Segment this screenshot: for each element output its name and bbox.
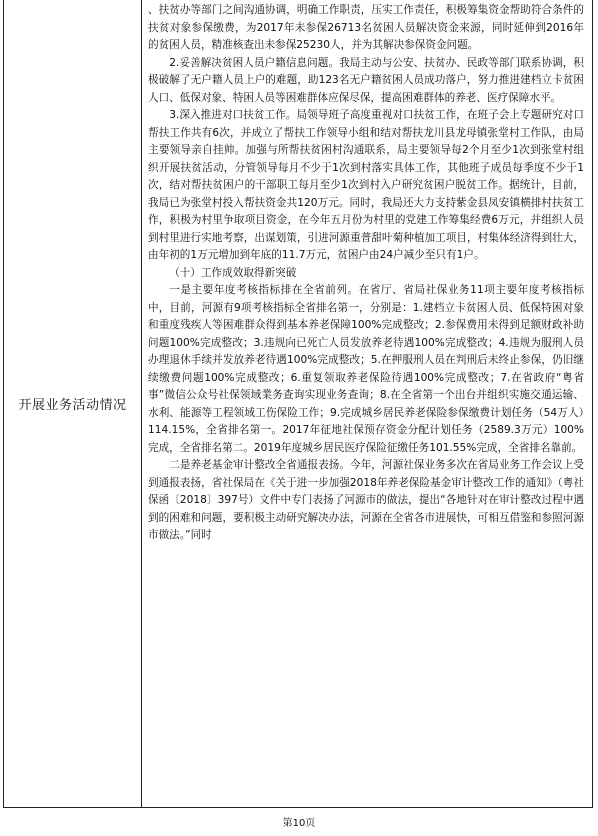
content-cell	[142, 0, 592, 807]
section-heading: （十）工作成效取得新突破	[169, 266, 297, 279]
row-label-cell	[4, 0, 142, 807]
paragraph-targeted-poverty-alleviation: 3.深入推进对口扶贫工作。局领导班子高度重视对口扶贫工作，在班子会上专题研究对口帮扶工作共有6次，并成立了帮扶工作领导小组和结对帮扶龙川县龙母镇张堂村工作队，由局主要领导亲自挂帅。加强与所帮扶贫困村沟通联系，局主要领导每2个月至少1次到张堂村组织开展扶贫活动，分管领导每月不少于1次到村落实具体工作，其他班子成员每季度不少于1次，结对帮扶贫困户的干部职工每月至少1次到村入户研究贫困户脱贫工作。据统计，目前，我局已为张堂村投入帮扶资金共120万元。同时，我局还大力支持紫金县凤安镇横排村扶贫工作，积极为村里争取项目资金，在今年五月份为村里的党建工作筹集经费6万元，并组织人员到村里进行实地考察，出谋划策，引进河源重普甜叶菊种植加工项目，村集体经济得到壮大，由年初的1万元增加到年底的11.7万元，贫困户由24户减少至只有1户。	[148, 109, 584, 261]
report-table	[3, 0, 593, 808]
paragraph-assessment-indicators: 一是主要年度考核指标排在全省前列。在省厅、省局社保业务11项主要年度考核指标中，目前，河源有9项考核指标全省排名第一，分别是：1.建档立卡贫困人员、低保特困对象和重度残疾人等困难群众得到基本养老保障100%完成整改；2.参保费用未得到足额财政补助问题100%完成整改；3.违规向已死亡人员发放养老待遇100%完成整改；4.违规为服刑人员办理退休手续并发放养老待遇100%完成整改；5.在押服刑人员在判刑后未终止参保，仍旧继续缴费问题100%完成整改；6.重复领取养老保险待遇100%完成整改；7.在省政府“粤省事”微信公众号社保领域業务查询实现业务查询；8.在全省第一个出台并组织实施交通运输、水利、能源等工程领域工伤保险工作；9.完成城乡居民养老保险参保缴费计划任务（54万人）114.15%，全省排名第一。2017年征地社保预存资金分配计划任务（2589.3万元）100%完成，全省排名第二。2019年度城乡居民医疗保险征缴任务101.55%完成，全省排名靠前。	[148, 284, 584, 454]
paragraph-household-registration: 2.妥善解决贫困人员户籍信息问题。我局主动与公安、扶贫办、民政等部门联系协调，积极破解了无户籍人员上户的难题，助123名无户籍贫困人员成功落户，努力推进建档立卡贫困人口、低保对象、特困人员等困难群体应保尽保，提高困难群体的养老、医疗保障水平。	[148, 56, 584, 104]
page-number: 第10页	[282, 818, 316, 829]
paragraph-continuation: 、扶贫办等部门之间沟通协调，明确工作职责，压实工作责任，积极筹集资金帮助符合条件的扶贫对象参保缴费，为2017年未参保26713名贫困人员解决资金来源，同时延伸到2016年的贫困人员，精准核查出未参保25230人，并为其解决参保资金问题。	[148, 4, 584, 51]
row-label: 开展业务活动情况	[18, 398, 127, 413]
paragraph-audit-rectification: 二是养老基金审计整改全省通报表扬。今年，河源社保业务多次在省局业务工作会议上受到通报表扬，省社保局在《关于进一步加强2018年养老保险基金审计整改工作的通知》（粤社保函〔2018〕397号）文件中专门表扬了河源市的做法，提出“各地针对在审计整改过程中遇到的困难和问题，要积极主动研究解决办法，河源在全省各市进展快，可相互借鉴和参照河源市做法。”同时	[148, 459, 584, 541]
